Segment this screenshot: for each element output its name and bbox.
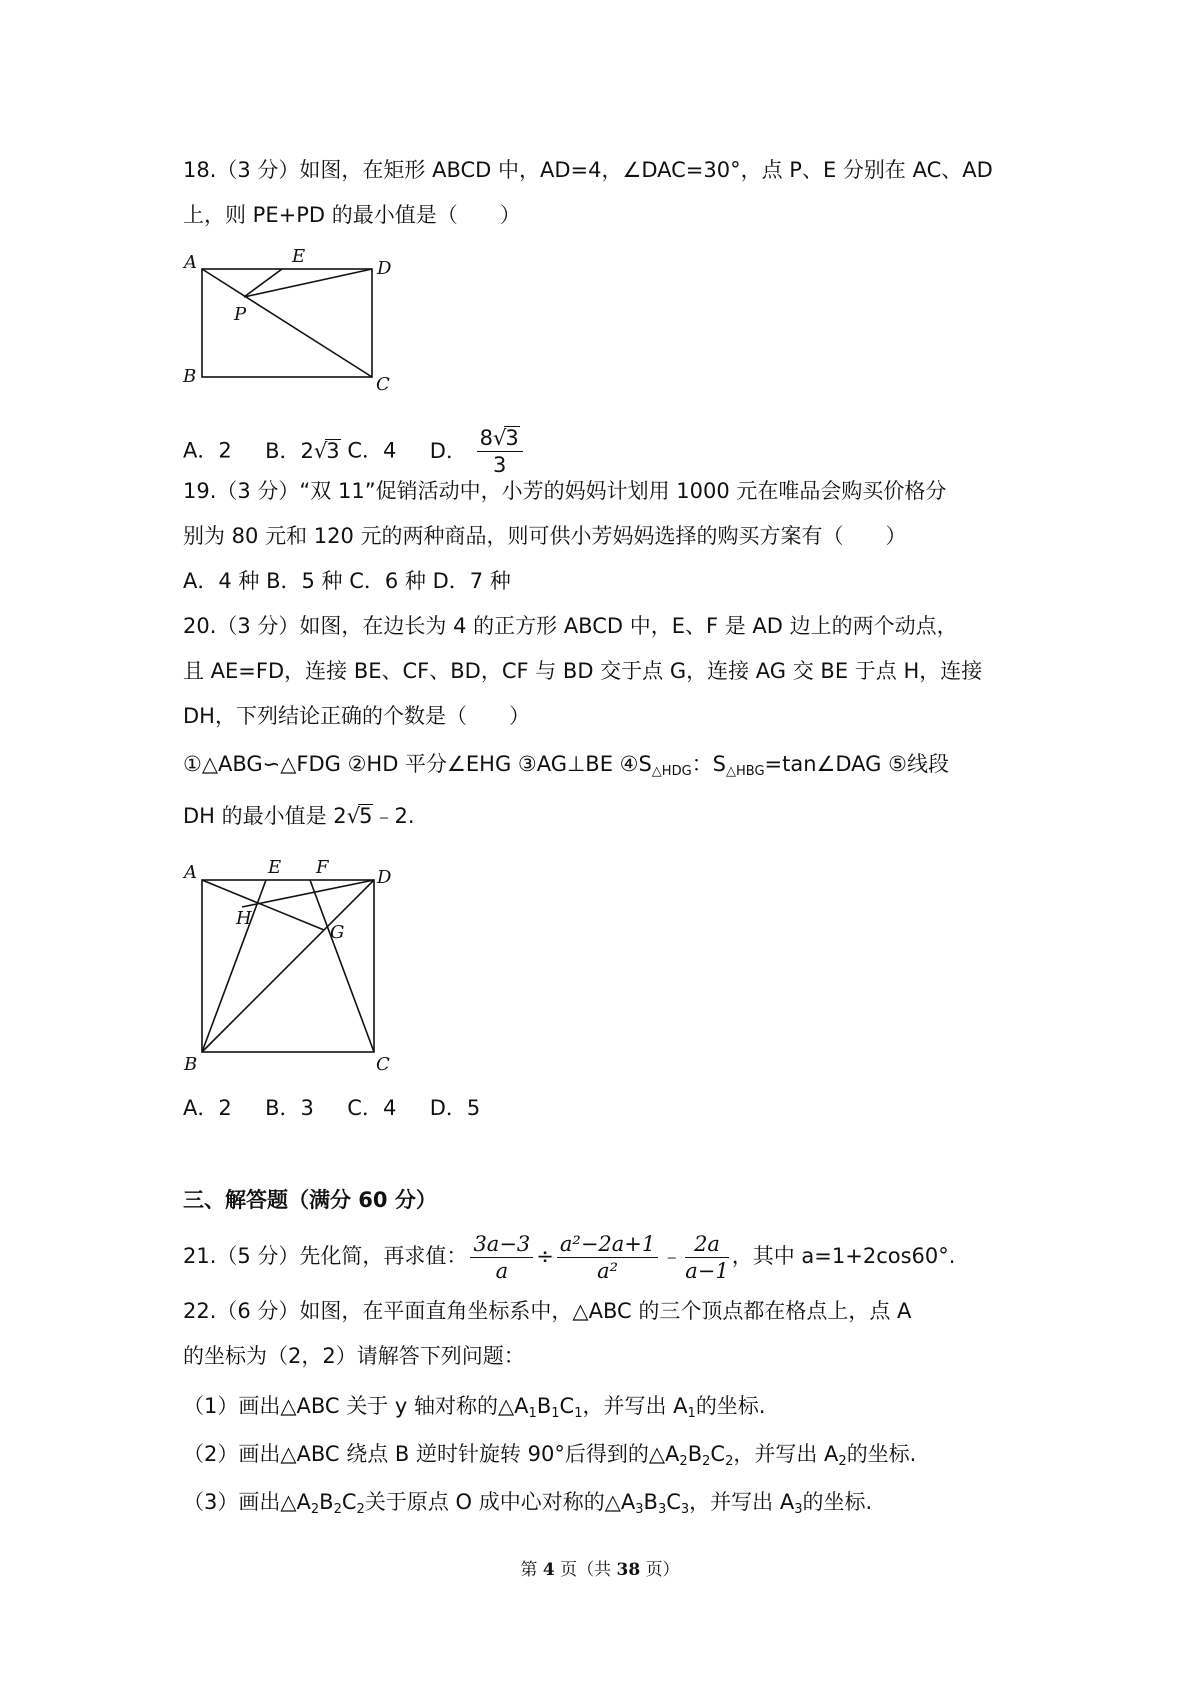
q18-options bbox=[183, 425, 526, 478]
q20-label-b: B bbox=[184, 1054, 198, 1075]
q18-option-a: A．2 bbox=[183, 438, 232, 463]
q20-label-a: A bbox=[184, 862, 197, 883]
q21-fraction-1: $\frac{3a-3}{a}$ bbox=[470, 1231, 533, 1284]
q20-label-h: H bbox=[236, 908, 252, 929]
q20-label-f: F bbox=[316, 858, 329, 878]
q20-statements: ①△ABG∽△FDG ②HD 平分∠EHG ③AG⊥BE $④S_{\triangle HDG}$：$S_{\triangle HBG}=\tan\angle DAG$ ⑤线段 bbox=[183, 752, 949, 779]
q20-option-d: D．5 bbox=[429, 1096, 481, 1120]
q18-label-a: A bbox=[184, 252, 197, 273]
q20-label-d: D bbox=[377, 867, 392, 888]
page-footer: 第 4 页（共 38 页） bbox=[520, 1560, 680, 1580]
q20-statement-5: DH 的最小值是 2√5﹣2. bbox=[183, 804, 415, 828]
q20-label-c: C bbox=[376, 1054, 390, 1075]
q20-options bbox=[183, 1094, 480, 1122]
q18-text-line1: 18.（3 分）如图，在矩形 ABCD 中，AD=4，∠DAC=30°，点 P、E 分别在 AC、AD bbox=[183, 158, 993, 182]
q18-diagonal-ac bbox=[202, 269, 372, 377]
q20-text-line2: 且 AE=FD，连接 BE、CF、BD，CF 与 BD 交于点 G，连接 AG 交 BE 于点 H，连接 bbox=[183, 659, 983, 683]
q18-label-c: C bbox=[376, 374, 390, 392]
q20-square-figure bbox=[180, 858, 400, 1093]
q19-text-line2: 别为 80 元和 120 元的两种商品，则可供小芳妈妈选择的购买方案有（ ） bbox=[183, 524, 907, 548]
q20-option-b: B．3 bbox=[265, 1096, 314, 1120]
q18-label-b: B bbox=[183, 366, 197, 387]
q21-text: 21.（5 分）先化简，再求值： $\frac{3a-3}{a}$ ÷ $\frac{\text{a²−2a+1}}{\text{a²}}$ ﹣ $\frac{2a}{a-1}$ ，其中 a=1+2cos60°. bbox=[183, 1231, 956, 1283]
q18-option-b: B．2√3 bbox=[265, 438, 340, 463]
q19-options: A．4 种 B．5 种 C．6 种 D．7 种 bbox=[183, 569, 511, 593]
q22-text-line2: 的坐标为（2，2）请解答下列问题： bbox=[183, 1344, 525, 1368]
q18-label-d: D bbox=[377, 258, 392, 279]
q18-option-c: C．4 bbox=[347, 438, 397, 463]
q22-part-3: （3）画出$\triangle A_2B_2C_2$关于原点 O 成中心对称的$\triangle A_3B_3C_3$，并写出 $A_3$的坐标. bbox=[183, 1490, 873, 1517]
q22-part-2: （2）画出△ABC 绕点 B 逆时针旋转 90°后得到的$\triangle A_2B_2C_2$，并写出 $A_2$的坐标. bbox=[183, 1442, 917, 1469]
q20-option-a: A．2 bbox=[183, 1096, 232, 1120]
q21-fraction-2: $\frac{\text{a²−2a+1}}{\text{a²}}$ bbox=[557, 1231, 658, 1284]
q18-option-d: D． $\frac{8√3}{3}$ bbox=[430, 439, 526, 463]
q20-text-line1: 20.（3 分）如图，在边长为 4 的正方形 ABCD 中，E、F 是 AD 边上的两个动点， bbox=[183, 614, 958, 638]
q19-text-line1: 19.（3 分）“双 11”促销活动中，小芳的妈妈计划用 1000 元在唯品会购买价格分 bbox=[183, 479, 947, 503]
q20-label-e: E bbox=[268, 858, 282, 878]
q20-option-c: C．4 bbox=[347, 1096, 397, 1120]
q20-segment-cf bbox=[310, 880, 374, 1052]
q22-part-1: （1）画出△ABC 关于 y 轴对称的$\triangle A_1B_1C_1$，并写出 $A_1$的坐标. bbox=[183, 1394, 766, 1421]
q22-text-line1: 22.（6 分）如图，在平面直角坐标系中，△ABC 的三个顶点都在格点上，点 A bbox=[183, 1299, 912, 1323]
q18-label-p: P bbox=[234, 304, 247, 325]
q18-rectangle-figure bbox=[180, 242, 400, 392]
section-3-title: 三、解答题（满分 60 分） bbox=[183, 1188, 437, 1212]
q18-label-e: E bbox=[292, 246, 306, 267]
q20-diagonal-bd bbox=[202, 880, 374, 1052]
q20-label-g: G bbox=[330, 922, 345, 943]
total-page-count: 38 bbox=[616, 1560, 641, 1580]
q20-text-line3: DH，下列结论正确的个数是（ ） bbox=[183, 704, 530, 728]
q20-segment-be bbox=[202, 880, 266, 1052]
q21-fraction-3: $\frac{2a}{a-1}$ bbox=[685, 1231, 729, 1283]
current-page-number: 4 bbox=[542, 1560, 555, 1580]
q18-text-line2: 上，则 PE+PD 的最小值是（ ） bbox=[183, 203, 521, 227]
